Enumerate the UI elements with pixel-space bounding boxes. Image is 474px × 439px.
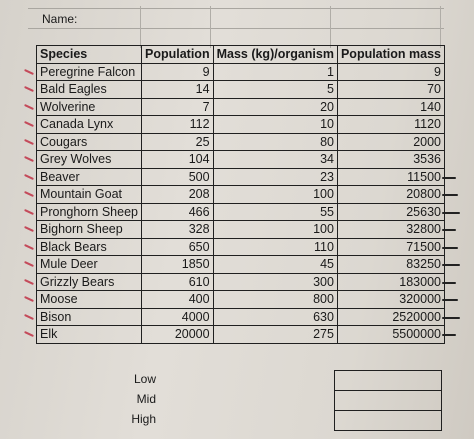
cell-population-mass: 83250 [337,256,444,274]
cell-mass: 630 [213,308,337,326]
cell-species: Canada Lynx [37,116,142,134]
table-header-row [37,46,445,64]
cell-species: Peregrine Falcon [37,63,142,81]
header-population: Population [142,46,214,64]
summary-input-low[interactable] [334,370,442,390]
grid-line [140,6,141,48]
cell-mass: 80 [213,133,337,151]
cell-population-mass: 71500 [337,238,444,256]
pencil-tick-mark [24,86,34,92]
cell-species: Cougars [37,133,142,151]
pencil-dash-mark [442,177,456,179]
pencil-tick-mark [24,191,34,197]
cell-population: 650 [142,238,214,256]
table-row [37,221,445,239]
pencil-dash-mark [442,282,456,284]
cell-population: 610 [142,273,214,291]
pencil-dash-mark [442,264,460,266]
pencil-tick-mark [24,279,34,285]
cell-population: 7 [142,98,214,116]
grid-line [28,8,444,9]
grid-line [28,28,444,29]
pencil-dash-mark [442,317,460,319]
cell-species: Bald Eagles [37,81,142,99]
grid-line [330,6,331,48]
pencil-tick-mark [24,104,34,110]
cell-species: Mule Deer [37,256,142,274]
cell-population: 208 [142,186,214,204]
header-mass: Mass (kg)/organism [213,46,337,64]
cell-species: Mountain Goat [37,186,142,204]
cell-population: 9 [142,63,214,81]
grid-line [210,6,211,48]
cell-population: 400 [142,291,214,309]
summary-label: Mid [136,392,156,406]
cell-population-mass: 9 [337,63,444,81]
pencil-dash-mark [442,194,458,196]
pencil-dash-mark [442,229,456,231]
pencil-tick-mark [24,139,34,145]
pencil-tick-mark [24,226,34,232]
cell-species: Bison [37,308,142,326]
pencil-tick-mark [24,174,34,180]
cell-population-mass: 5500000 [337,326,444,344]
cell-species: Wolverine [37,98,142,116]
pencil-tick-mark [24,69,34,75]
table-row [37,168,445,186]
header-species: Species [37,46,142,64]
cell-mass: 110 [213,238,337,256]
cell-species: Black Bears [37,238,142,256]
table-row [37,81,445,99]
pencil-dash-mark [442,334,456,336]
cell-mass: 34 [213,151,337,169]
cell-mass: 100 [213,186,337,204]
cell-mass: 23 [213,168,337,186]
cell-mass: 5 [213,81,337,99]
cell-species: Pronghorn Sheep [37,203,142,221]
pencil-dash-mark [442,212,460,214]
table-row [37,133,445,151]
cell-mass: 55 [213,203,337,221]
summary-input-high[interactable] [334,410,442,431]
cell-mass: 20 [213,98,337,116]
cell-population-mass: 183000 [337,273,444,291]
cell-species: Grizzly Bears [37,273,142,291]
table-row [37,256,445,274]
pencil-dash-mark [442,299,458,301]
pencil-tick-mark [24,209,34,215]
cell-species: Beaver [37,168,142,186]
table-row [37,308,445,326]
cell-mass: 800 [213,291,337,309]
table-row [37,63,445,81]
summary-label: Low [133,372,156,386]
cell-species: Moose [37,291,142,309]
pencil-tick-mark [24,314,34,320]
species-table [36,45,445,344]
pencil-tick-mark [24,121,34,127]
cell-population-mass: 1120 [337,116,444,134]
pencil-tick-mark [24,261,34,267]
table-row [37,151,445,169]
cell-population-mass: 3536 [337,151,444,169]
cell-population-mass: 320000 [337,291,444,309]
table-row [37,291,445,309]
cell-population-mass: 2520000 [337,308,444,326]
table-row [37,238,445,256]
summary-input-mid[interactable] [334,390,442,410]
cell-species: Bighorn Sheep [37,221,142,239]
cell-population: 25 [142,133,214,151]
cell-species: Grey Wolves [37,151,142,169]
cell-mass: 45 [213,256,337,274]
cell-population-mass: 70 [337,81,444,99]
pencil-tick-mark [24,156,34,162]
cell-population-mass: 25630 [337,203,444,221]
pencil-tick-mark [24,244,34,250]
cell-population: 104 [142,151,214,169]
pencil-dash-mark [442,247,458,249]
table-row [37,326,445,344]
pencil-tick-mark [24,331,34,337]
table-row [37,116,445,134]
grid-line [440,6,441,48]
header-population-mass: Population mass [337,46,444,64]
cell-population-mass: 140 [337,98,444,116]
cell-population: 466 [142,203,214,221]
cell-mass: 1 [213,63,337,81]
table-row [37,273,445,291]
cell-population-mass: 11500 [337,168,444,186]
cell-population: 4000 [142,308,214,326]
cell-population: 112 [142,116,214,134]
cell-population-mass: 2000 [337,133,444,151]
cell-mass: 275 [213,326,337,344]
cell-population: 500 [142,168,214,186]
cell-mass: 100 [213,221,337,239]
summary-label: High [131,412,156,426]
table-row [37,98,445,116]
cell-species: Elk [37,326,142,344]
cell-population-mass: 20800 [337,186,444,204]
name-label: Name: [42,12,78,26]
cell-population-mass: 32800 [337,221,444,239]
cell-mass: 10 [213,116,337,134]
cell-population: 20000 [142,326,214,344]
cell-population: 1850 [142,256,214,274]
cell-population: 328 [142,221,214,239]
table-row [37,186,445,204]
cell-mass: 300 [213,273,337,291]
table-row [37,203,445,221]
cell-population: 14 [142,81,214,99]
pencil-tick-mark [24,296,34,302]
